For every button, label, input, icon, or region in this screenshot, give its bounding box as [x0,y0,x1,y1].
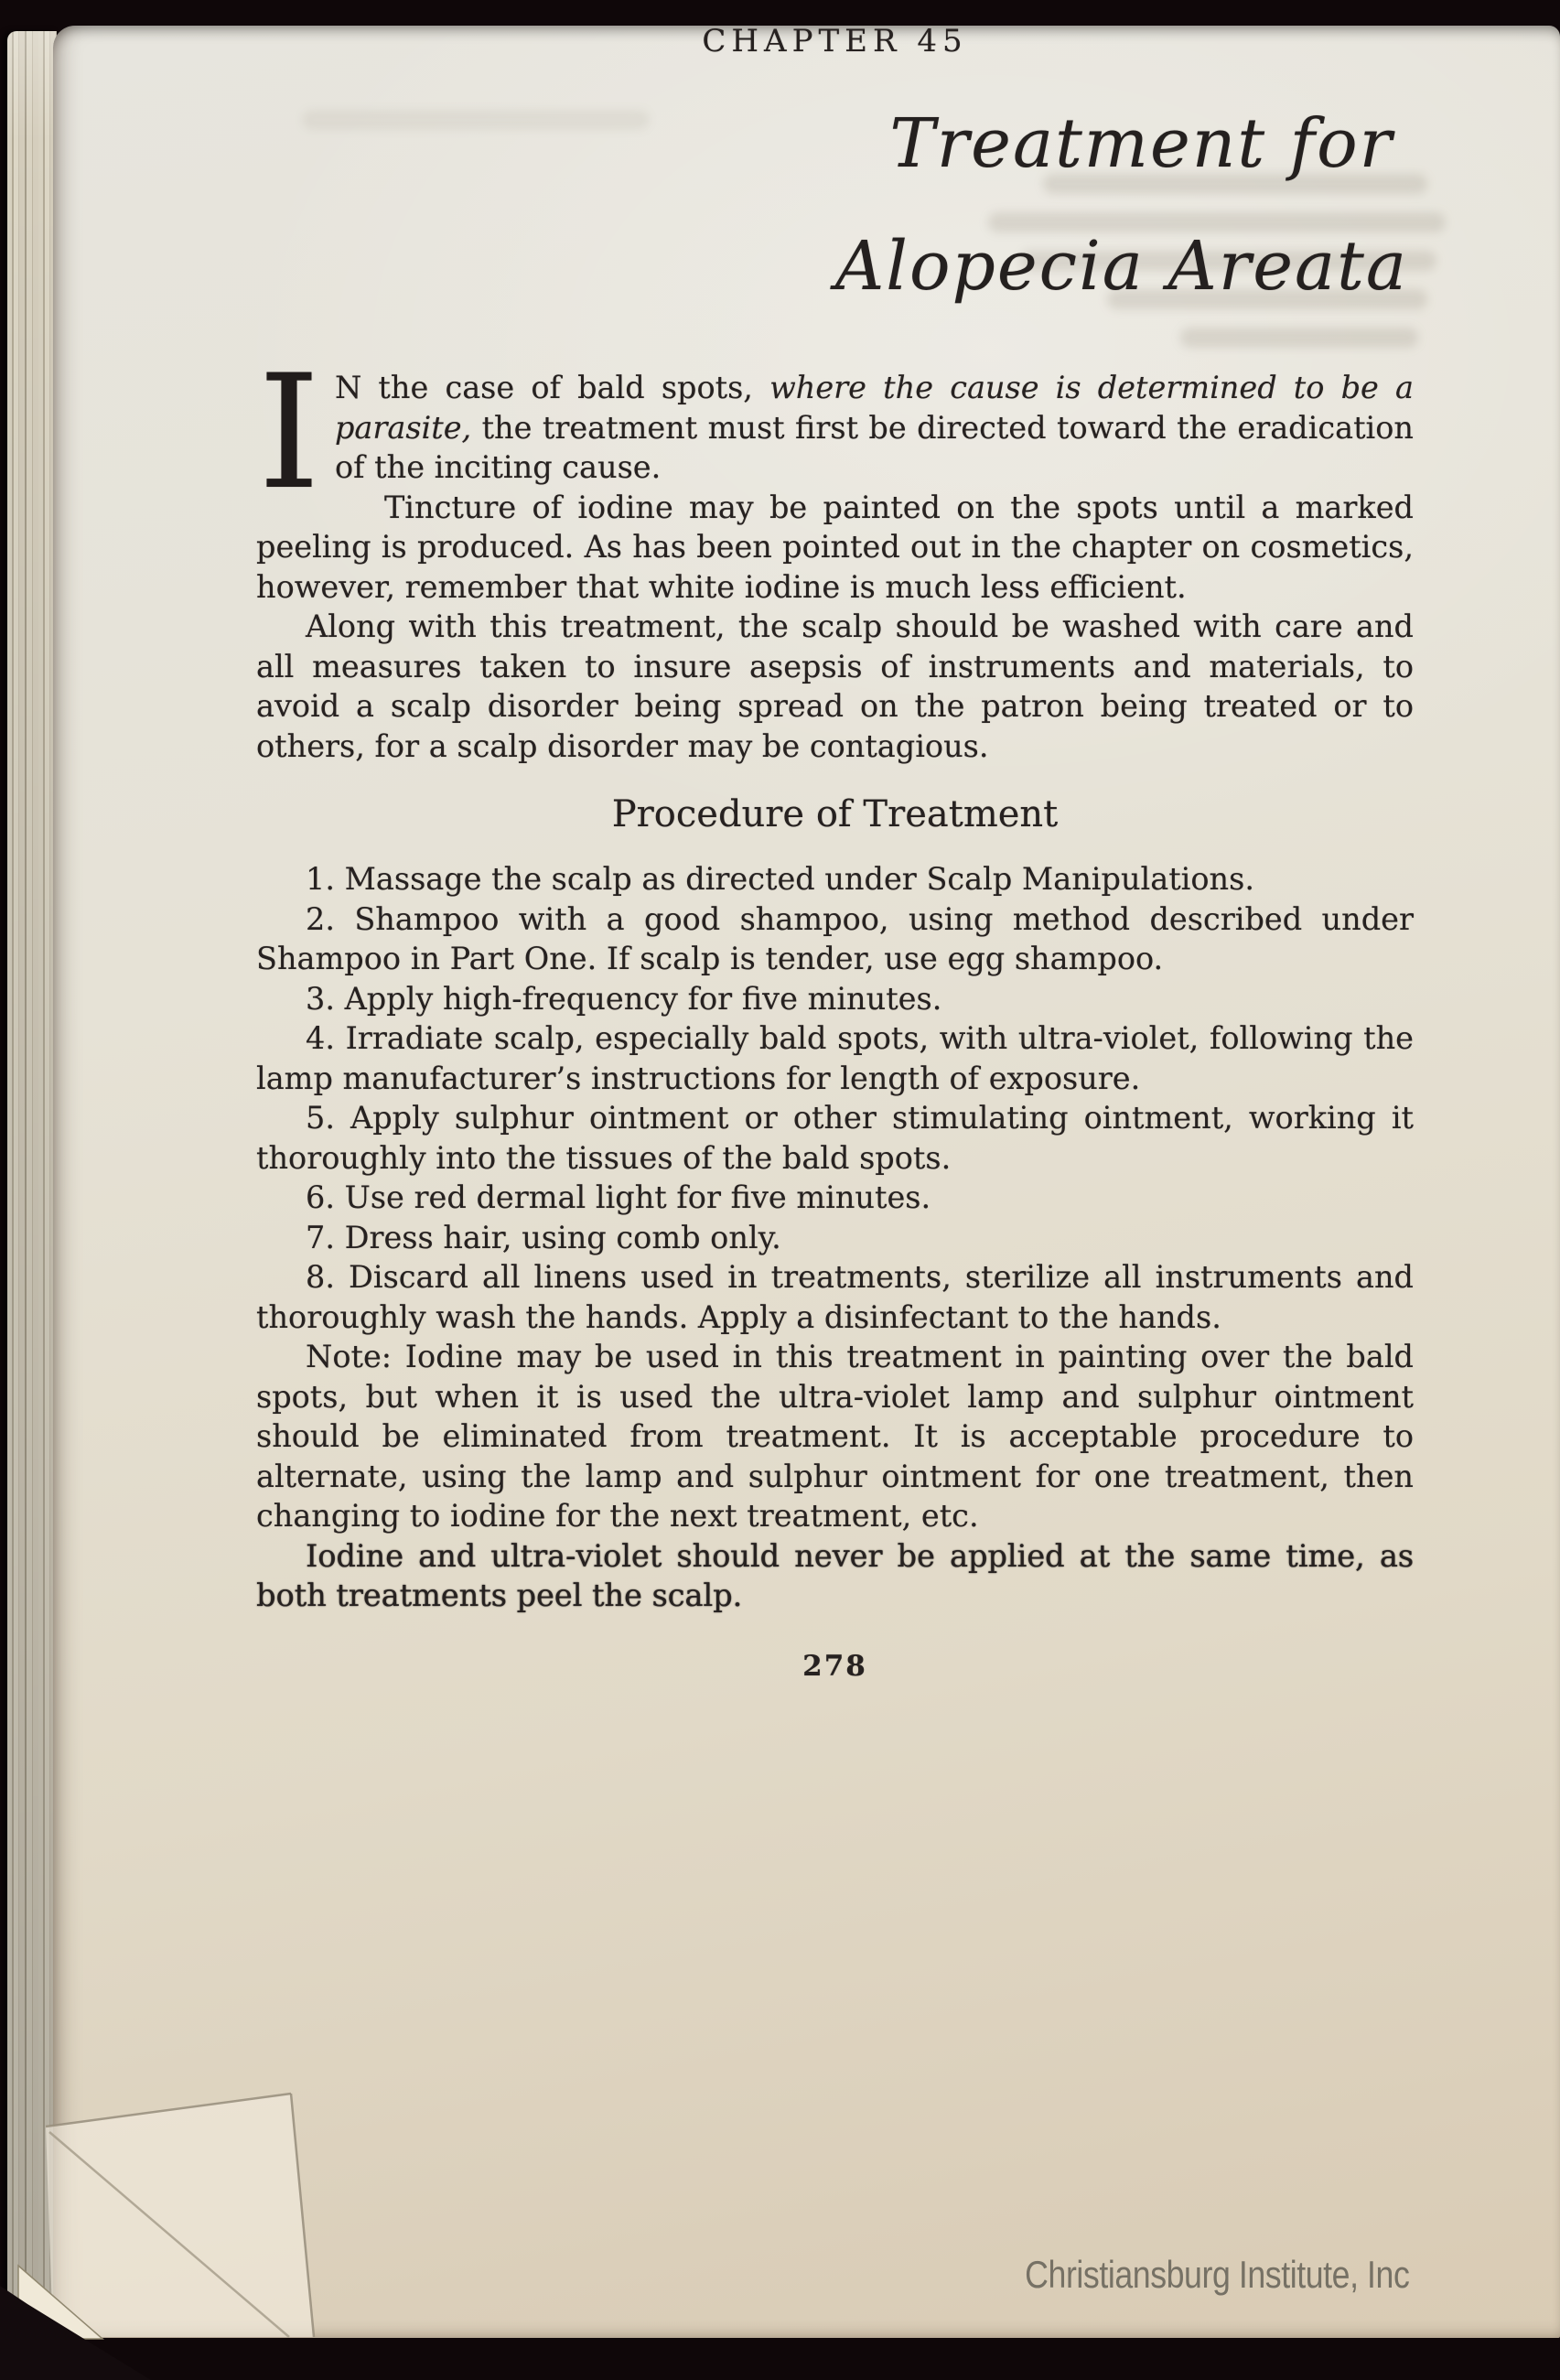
procedure-step-5: 5. Apply sulphur ointment or other stimulating ointment, working it thoroughly into the tissues of the bald spots. [256,1100,1414,1176]
procedure-step-2: 2. Shampoo with a good shampoo, using method described under Shampoo in Part One. If scalp is tender, use egg shampoo. [256,900,1414,976]
chapter-title-line2: Alopecia Areata [834,227,1408,306]
procedure-step-1: 1. Massage the scalp as directed under Scalp Manipulations. [306,861,1254,897]
body-paragraph-asepsis: Along with this treatment, the scalp should be washed with care and all measures taken to insure asepsis of instruments and materials, to avoid a scalp disorder being spread on the patron being treated or to others, for a scalp disorder may be contagious. [256,608,1414,764]
intro-paragraph [256,340,1414,524]
procedure-step-4: 4. Irradiate scalp, especially bald spots, with ultra-violet, following the lamp manufacturer’s instructions for length of exposure. [256,1020,1414,1096]
note-paragraph: Note: Iodine may be used in this treatment in painting over the bald spots, but when it is used the ultra-violet lamp and sulphur ointment should be eliminated from treatment. It is acceptable procedure to alternate, using the lamp and sulphur ointment for one treatment, then changing to iodine for the next treatment, etc. [256,1339,1414,1534]
intro-lead-text: N the case of bald spots, [334,370,770,405]
procedure-step-6: 6. Use red dermal light for five minutes. [306,1179,931,1215]
page-text [256,23,1414,1683]
body-paragraph-tincture: Tincture of iodine may be painted on the spots until a marked peeling is produced. As has been pointed out in the chapter on cosmetics, however, remember that white iodine is much less efficient. [256,489,1414,605]
section-heading: Procedure of Treatment [611,793,1059,835]
book-page-edges [7,31,57,2342]
closing-paragraph: Iodine and ultra-violet should never be applied at the same time, as both treatments peel the scalp. [256,1537,1414,1613]
watermark-text: Christiansburg Institute, Inc [1024,2253,1409,2296]
chapter-title [256,104,1414,306]
chapter-title-line1: Treatment for [889,104,1393,183]
intro-rest-text: the treatment must first be directed toward the eradication of the inciting cause. [334,409,1414,485]
book-page [53,23,1560,2338]
chapter-label: CHAPTER 45 [702,23,968,59]
intro-emphasis-text: where the cause is determined to be a parasite, [334,370,1414,446]
page-number: 278 [802,1649,867,1683]
procedure-step-7: 7. Dress hair, using comb only. [306,1219,781,1255]
procedure-step-8: 8. Discard all linens used in treatments, sterilize all instruments and thoroughly wash the hands. Apply a disinfectant to the hands. [256,1259,1414,1335]
procedure-step-3: 3. Apply high-frequency for five minutes. [306,980,942,1017]
dropcap-initial: I [258,340,320,524]
